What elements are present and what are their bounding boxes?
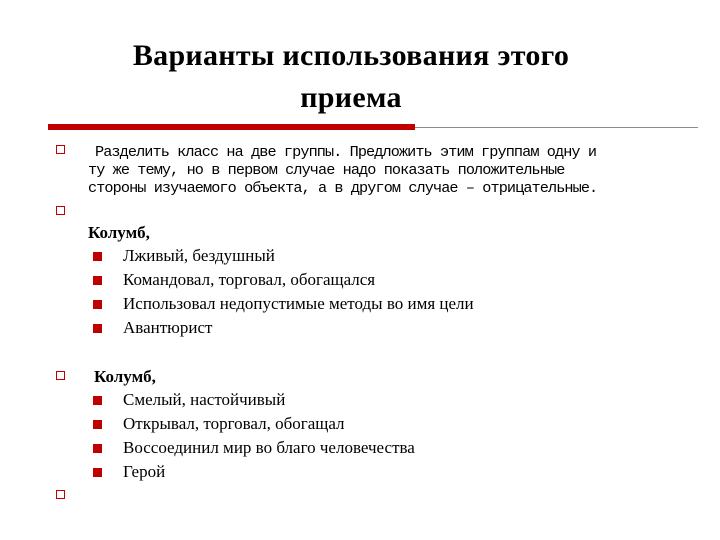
positive-item-4: Герой [123,462,166,481]
hollow-square-bullet-icon [56,490,65,499]
hollow-square-bullet-icon [56,145,65,154]
slide-title-line-1: Варианты использования этого [132,39,570,72]
slide-title-line-2: приема [300,81,402,114]
filled-square-bullet-icon [93,420,102,429]
filled-square-bullet-icon [93,276,102,285]
filled-square-bullet-icon [93,324,102,333]
positive-item-2: Открывал, торговал, обогащал [123,414,345,433]
filled-square-bullet-icon [93,252,102,261]
negative-block-heading: Колумб, [88,223,150,242]
filled-square-bullet-icon [93,444,102,453]
filled-square-bullet-icon [93,396,102,405]
negative-item-4: Авантюрист [123,318,213,337]
paragraph-line-3: стороны изучаемого объекта, а в другом случае – отрицательные. [88,179,598,197]
positive-item-3: Воссоединил мир во благо человечества [123,438,415,457]
filled-square-bullet-icon [93,300,102,309]
paragraph-line-2: ту же тему, но в первом случае надо показать положительные [88,161,565,179]
title-accent-bar [48,124,415,130]
hollow-square-bullet-icon [56,206,65,215]
hollow-square-bullet-icon [56,371,65,380]
paragraph-line-1: Разделить класс на две группы. Предложить этим группам одну и [95,143,597,161]
negative-item-1: Лживый, бездушный [123,246,275,265]
filled-square-bullet-icon [93,468,102,477]
positive-block-heading: Колумб, [94,367,156,386]
positive-item-1: Смелый, настойчивый [123,390,286,409]
negative-item-3: Использовал недопустимые методы во имя цели [123,294,474,313]
negative-item-2: Командовал, торговал, обогащался [123,270,376,289]
